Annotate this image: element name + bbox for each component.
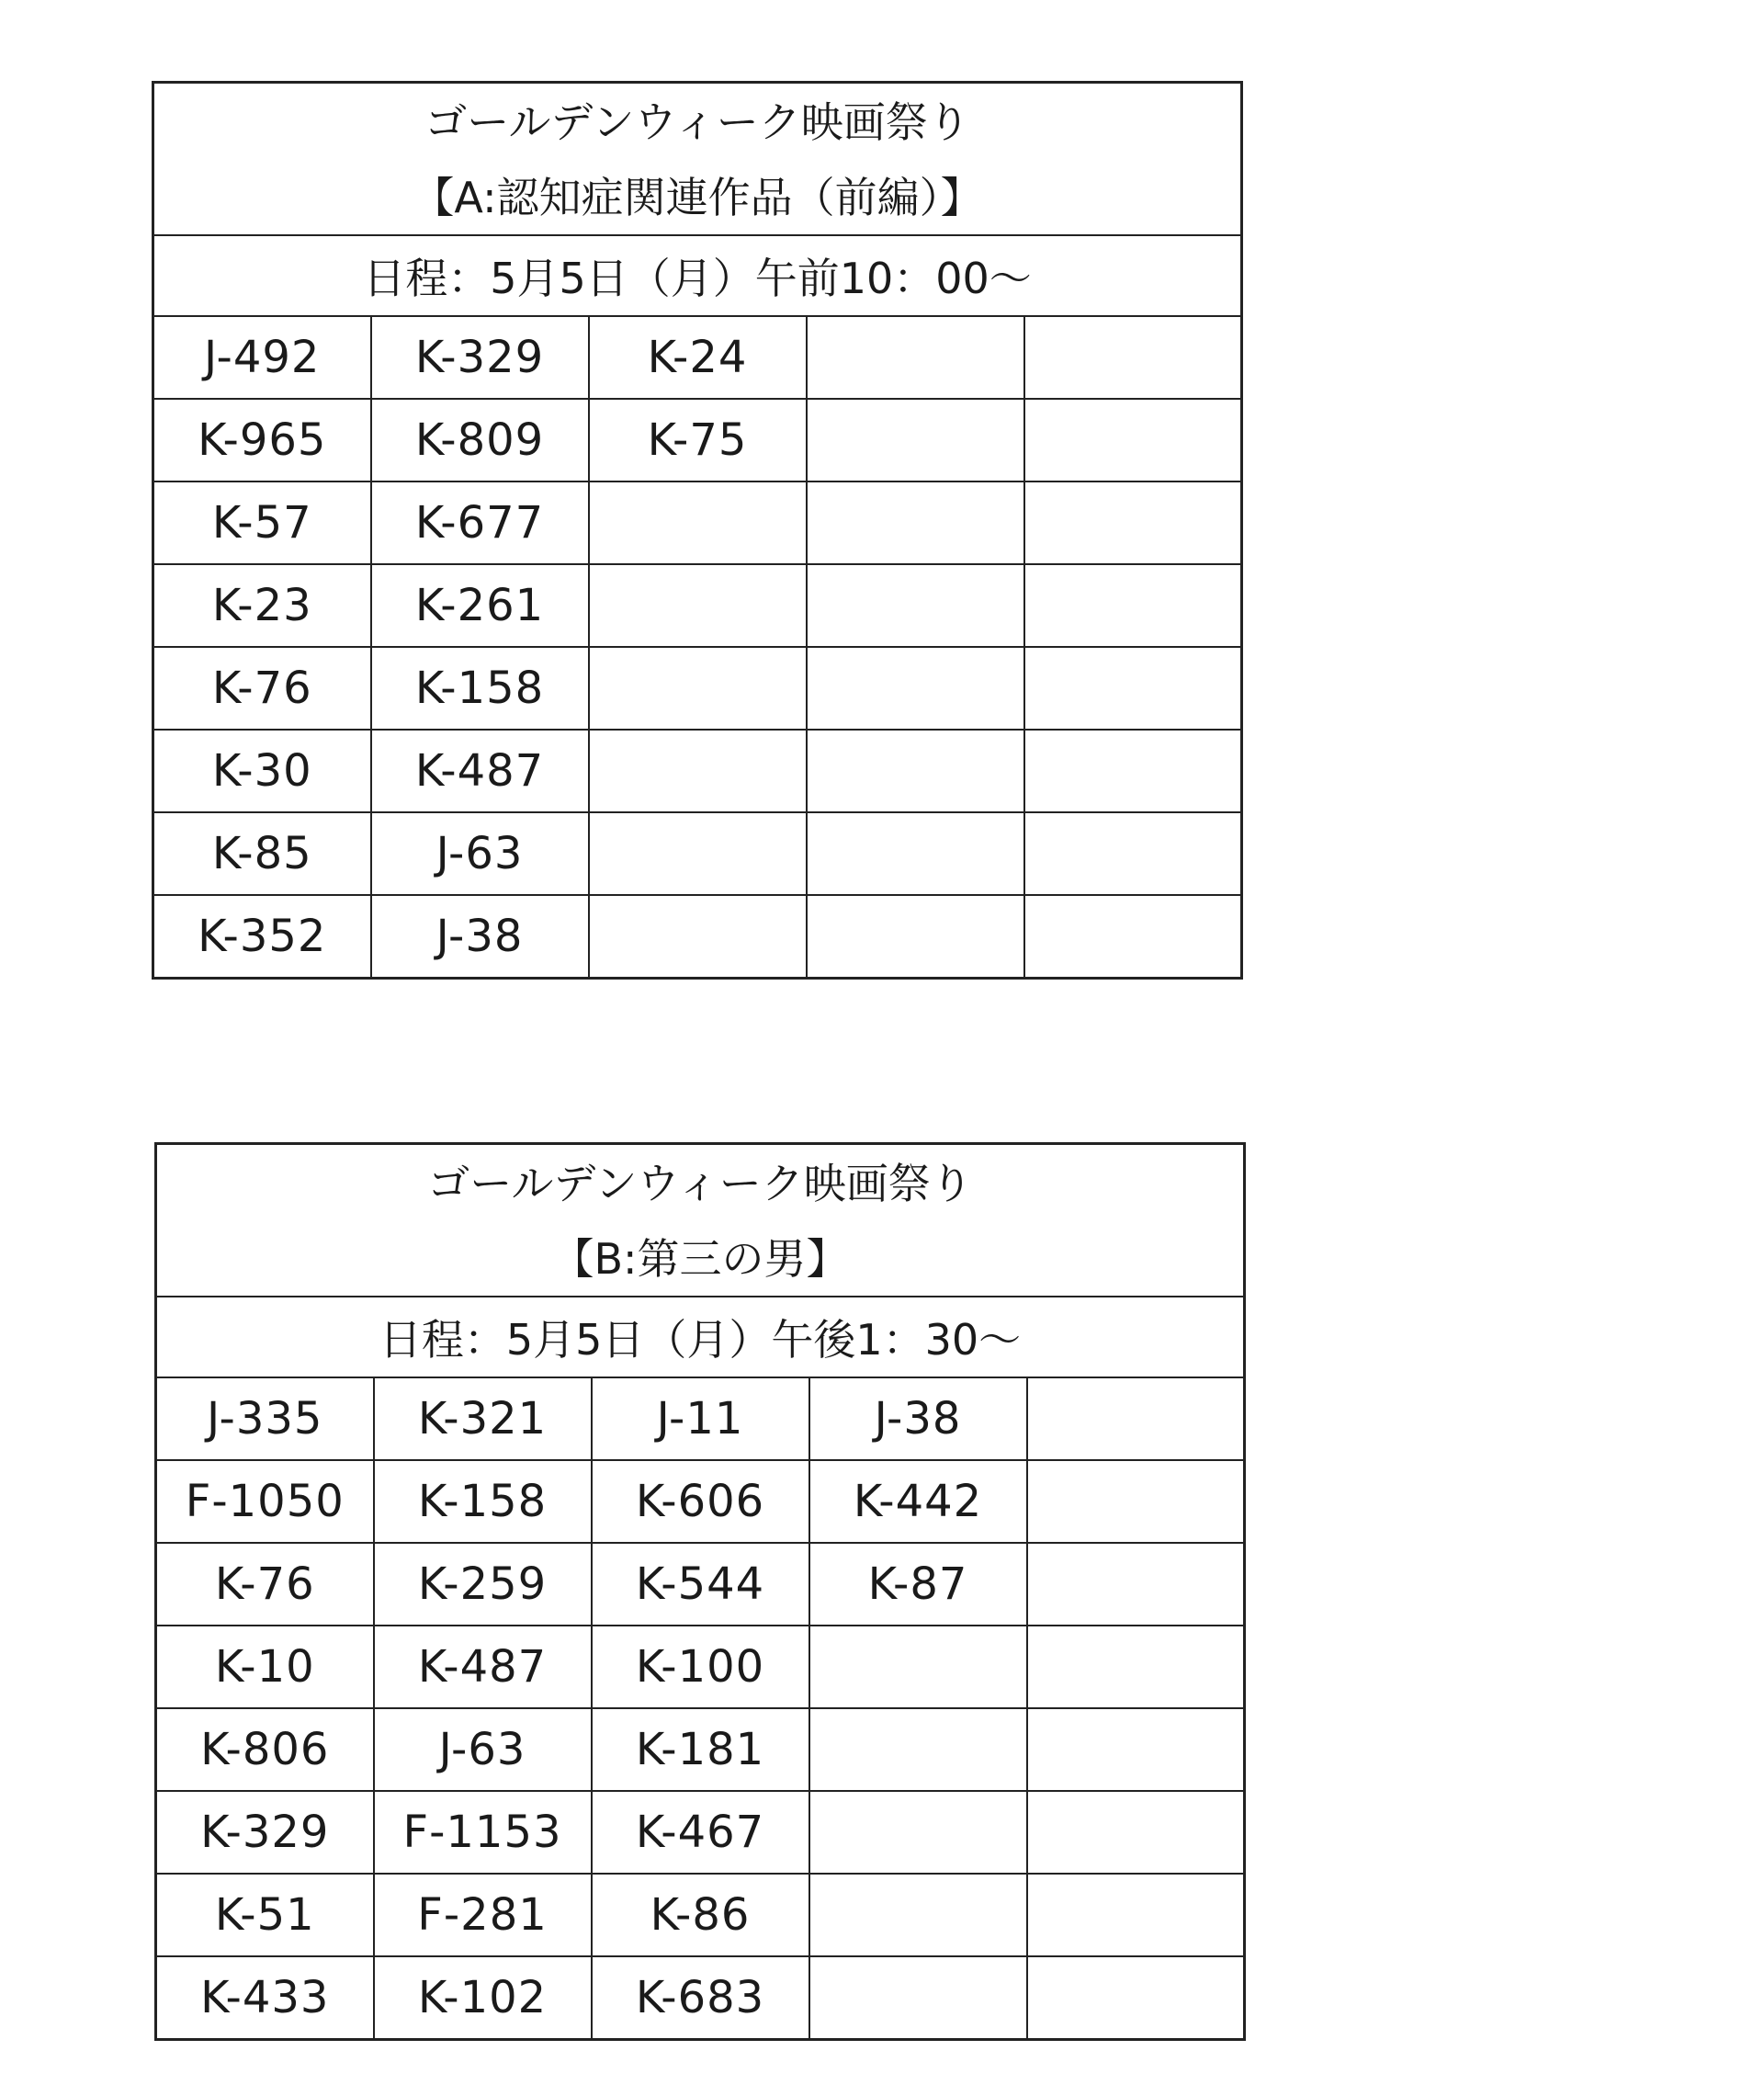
seat-cell: K-23: [153, 564, 371, 647]
seat-cell: K-102: [374, 1956, 592, 2040]
seat-cell: [1024, 399, 1242, 482]
program-subtitle: 【B:第三の男】: [551, 1234, 849, 1284]
seat-cell: [809, 1956, 1027, 2040]
event-title: ゴールデンウィーク映画祭り: [427, 1159, 973, 1208]
seat-cell: [1027, 1626, 1245, 1708]
seat-cell: [1027, 1791, 1245, 1874]
seat-cell: [1024, 564, 1242, 647]
seat-cell: K-606: [592, 1460, 809, 1543]
seat-cell: K-85: [153, 812, 371, 895]
seat-cell: J-63: [374, 1708, 592, 1791]
seat-cell: K-76: [156, 1543, 374, 1626]
seat-cell: [1024, 482, 1242, 564]
seat-cell: [589, 730, 807, 812]
seat-cell: F-281: [374, 1874, 592, 1956]
seat-cell: K-261: [371, 564, 589, 647]
seat-cell: [807, 316, 1024, 399]
seat-cell: [809, 1874, 1027, 1956]
seat-cell: K-544: [592, 1543, 809, 1626]
seat-cell: [589, 482, 807, 564]
table-row: [153, 564, 1242, 647]
seat-cell: J-11: [592, 1377, 809, 1460]
seat-cell: K-965: [153, 399, 371, 482]
seat-cell: J-38: [809, 1377, 1027, 1460]
seat-cell: [1027, 1874, 1245, 1956]
seat-cell: [807, 730, 1024, 812]
seat-cell: K-100: [592, 1626, 809, 1708]
seat-cell: K-57: [153, 482, 371, 564]
seat-cell: K-467: [592, 1791, 809, 1874]
seat-cell: K-809: [371, 399, 589, 482]
seat-cell: J-335: [156, 1377, 374, 1460]
seat-cell: K-806: [156, 1708, 374, 1791]
table-row: [156, 1708, 1245, 1791]
seat-cell: K-158: [371, 647, 589, 730]
seat-cell: K-433: [156, 1956, 374, 2040]
seat-cell: [807, 812, 1024, 895]
seat-cell: [809, 1708, 1027, 1791]
schedule-line: 日程：5月5日（月）午後1：30～: [156, 1297, 1245, 1377]
seat-cell: [1024, 812, 1242, 895]
ticket-header: [153, 83, 1242, 236]
seat-cell: K-181: [592, 1708, 809, 1791]
seat-cell: K-329: [156, 1791, 374, 1874]
seat-cell: [589, 647, 807, 730]
seat-grid: [153, 316, 1242, 979]
schedule-line: 日程：5月5日（月）午前10：00～: [153, 235, 1242, 316]
seat-cell: K-321: [374, 1377, 592, 1460]
seat-cell: [1027, 1377, 1245, 1460]
seat-cell: [809, 1791, 1027, 1874]
seat-cell: [589, 564, 807, 647]
seat-cell: [589, 812, 807, 895]
table-row: [156, 1543, 1245, 1626]
seat-cell: [1024, 647, 1242, 730]
seat-cell: F-1050: [156, 1460, 374, 1543]
ticket-header: [156, 1144, 1245, 1297]
table-row: [153, 895, 1242, 979]
seat-cell: K-158: [374, 1460, 592, 1543]
seat-cell: K-259: [374, 1543, 592, 1626]
seat-cell: K-51: [156, 1874, 374, 1956]
table-row: [153, 399, 1242, 482]
seat-cell: K-76: [153, 647, 371, 730]
table-row: [156, 1956, 1245, 2040]
table-row: [153, 647, 1242, 730]
seat-cell: K-352: [153, 895, 371, 979]
program-subtitle: 【A:認知症関連作品（前編）】: [412, 173, 983, 222]
table-row: [156, 1626, 1245, 1708]
table-row: [156, 1460, 1245, 1543]
seat-cell: K-87: [809, 1543, 1027, 1626]
seat-cell: K-30: [153, 730, 371, 812]
seat-cell: K-75: [589, 399, 807, 482]
seat-cell: K-487: [374, 1626, 592, 1708]
seat-cell: K-10: [156, 1626, 374, 1708]
seat-cell: [1027, 1708, 1245, 1791]
seat-cell: F-1153: [374, 1791, 592, 1874]
seat-cell: [807, 564, 1024, 647]
seat-cell: K-329: [371, 316, 589, 399]
seat-cell: [1027, 1956, 1245, 2040]
seat-cell: K-677: [371, 482, 589, 564]
table-row: [153, 316, 1242, 399]
seat-cell: J-63: [371, 812, 589, 895]
ticket-table-a: [152, 81, 1243, 980]
seat-grid: [156, 1377, 1245, 2040]
seat-cell: [1024, 895, 1242, 979]
seat-cell: J-38: [371, 895, 589, 979]
table-row: [156, 1377, 1245, 1460]
seat-cell: [1024, 730, 1242, 812]
seat-cell: K-86: [592, 1874, 809, 1956]
seat-cell: [809, 1626, 1027, 1708]
seat-cell: J-492: [153, 316, 371, 399]
table-row: [153, 812, 1242, 895]
seat-cell: [1027, 1460, 1245, 1543]
ticket-table-b: [154, 1142, 1246, 2041]
event-title: ゴールデンウィーク映画祭り: [424, 97, 970, 147]
seat-cell: K-24: [589, 316, 807, 399]
seat-cell: [1024, 316, 1242, 399]
table-row: [153, 730, 1242, 812]
table-row: [153, 482, 1242, 564]
seat-cell: [1027, 1543, 1245, 1626]
seat-cell: [589, 895, 807, 979]
seat-cell: K-487: [371, 730, 589, 812]
seat-cell: K-683: [592, 1956, 809, 2040]
seat-cell: K-442: [809, 1460, 1027, 1543]
seat-cell: [807, 482, 1024, 564]
seat-cell: [807, 895, 1024, 979]
table-row: [156, 1791, 1245, 1874]
seat-cell: [807, 647, 1024, 730]
seat-cell: [807, 399, 1024, 482]
table-row: [156, 1874, 1245, 1956]
